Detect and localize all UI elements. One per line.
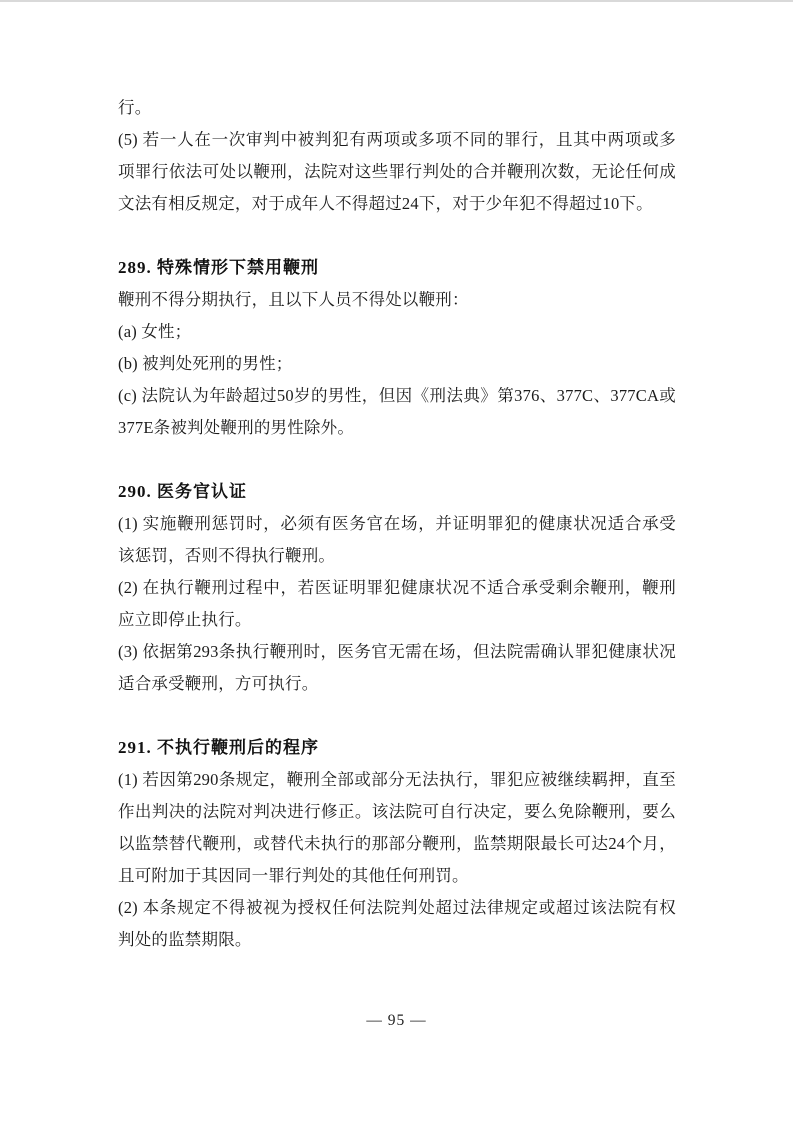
- section-290-clause-3: (3) 依据第293条执行鞭刑时，医务官无需在场，但法院需确认罪犯健康状况适合承受鞭刑，方可执行。: [118, 642, 676, 693]
- section-290-clause-1: (1) 实施鞭刑惩罚时，必须有医务官在场，并证明罪犯的健康状况适合承受该惩罚，否则不得执行鞭刑。: [118, 514, 676, 565]
- section-289-heading: 289. 特殊情形下禁用鞭刑: [118, 258, 319, 277]
- section-289: [118, 252, 676, 444]
- section-290: [118, 476, 676, 700]
- section-290-clause-2: (2) 在执行鞭刑过程中，若医证明罪犯健康状况不适合承受剩余鞭刑，鞭刑应立即停止执行。: [118, 578, 676, 629]
- page-number: — 95 —: [366, 1012, 427, 1029]
- section-291-clause-2: (2) 本条规定不得被视为授权任何法院判处超过法律规定或超过该法院有权判处的监禁期限。: [118, 898, 676, 949]
- page-edge-line: [0, 0, 793, 2]
- continuation-line: 行。: [118, 98, 152, 117]
- section-289-item-a: (a) 女性；: [118, 322, 192, 341]
- section-290-heading: 290. 医务官认证: [118, 482, 247, 501]
- section-continuation: [118, 92, 676, 220]
- section-291: [118, 732, 676, 956]
- clause-5-paragraph: (5) 若一人在一次审判中被判犯有两项或多项不同的罪行，且其中两项或多项罪行依法可处以鞭刑，法院对这些罪行判处的合并鞭刑次数，无论任何成文法有相反规定，对于成年人不得超过24下，对于少年犯不得超过10下。: [118, 130, 676, 213]
- section-291-clause-1: (1) 若因第290条规定，鞭刑全部或部分无法执行，罪犯应被继续羁押，直至作出判决的法院对判决进行修正。该法院可自行决定，要么免除鞭刑，要么以监禁替代鞭刑，或替代未执行的那部分鞭刑，监禁期限最长可达24个月，且可附加于其因同一罪行判处的其他任何刑罚。: [118, 770, 676, 885]
- section-289-intro: 鞭刑不得分期执行，且以下人员不得处以鞭刑：: [118, 290, 469, 309]
- section-291-heading: 291. 不执行鞭刑后的程序: [118, 738, 319, 757]
- section-289-item-b: (b) 被判处死刑的男性；: [118, 354, 293, 373]
- section-289-item-c: (c) 法院认为年龄超过50岁的男性，但因《刑法典》第376、377C、377CA或377E条被判处鞭刑的男性除外。: [118, 386, 676, 437]
